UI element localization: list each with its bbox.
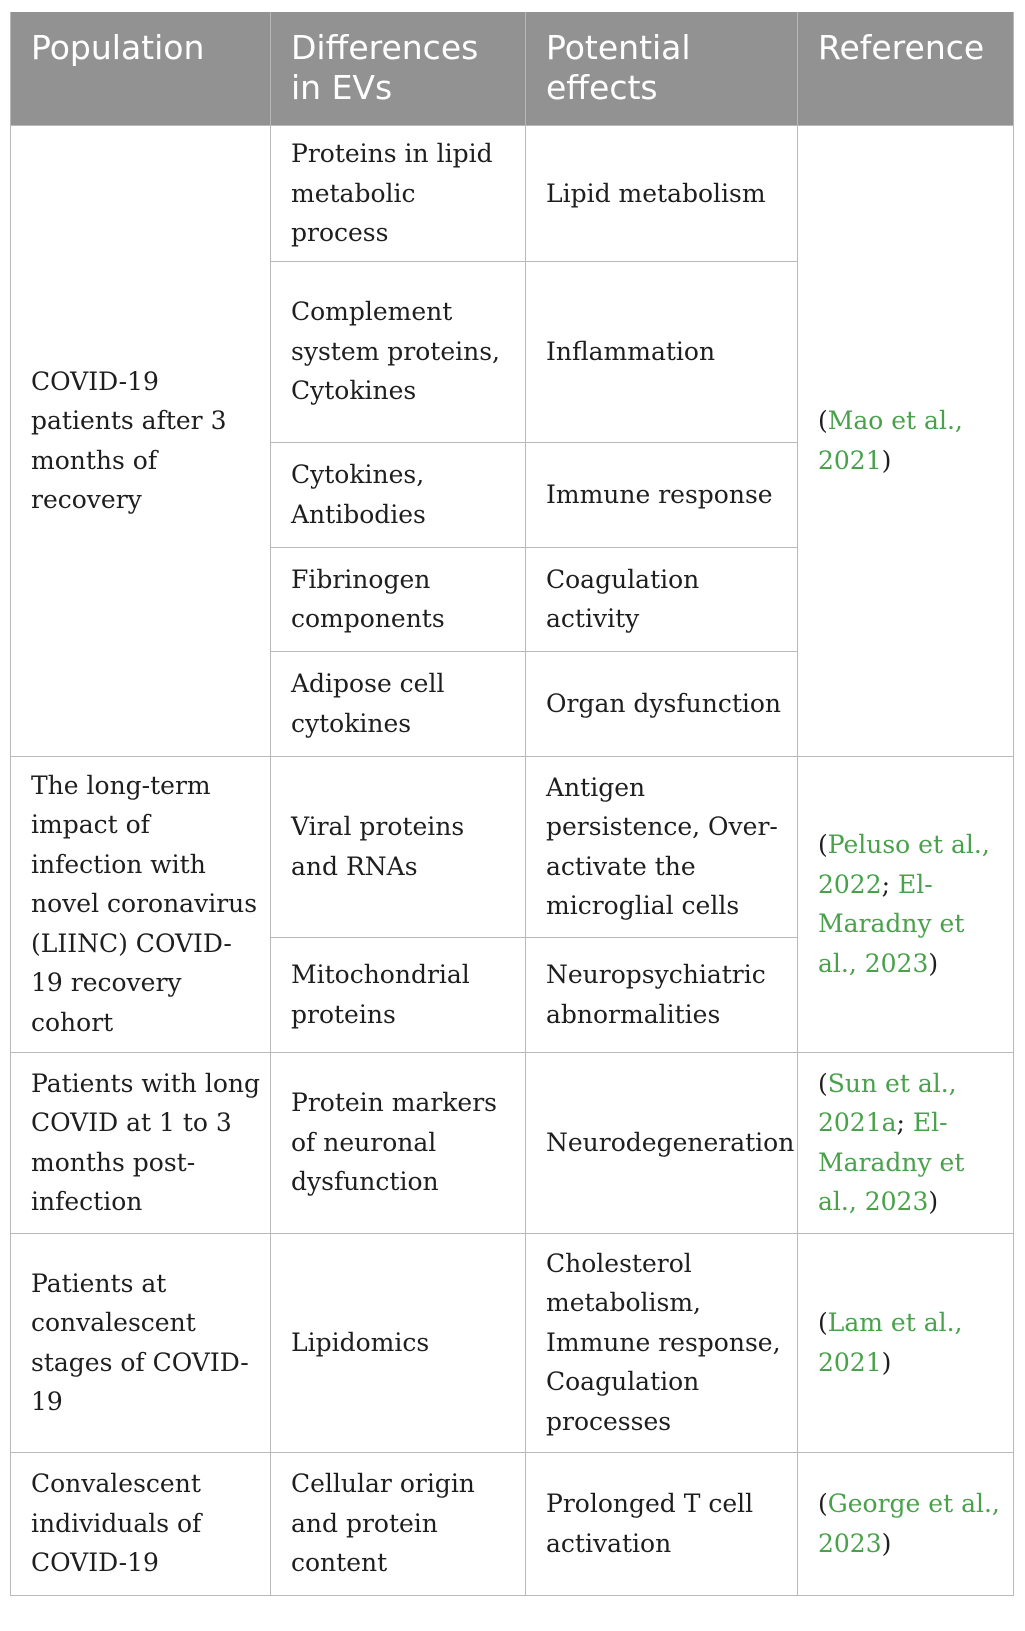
effect-cell: Lipid metabolism	[526, 126, 798, 262]
population-cell: Patients with long COVID at 1 to 3 months post-infection	[11, 1052, 271, 1233]
ref-close-paren: )	[881, 1528, 892, 1558]
reference-link[interactable]: El-Maradny et al., 2023	[818, 1108, 965, 1216]
reference-cell	[798, 756, 1014, 1052]
effect-cell: Antigen persistence, Over-activate the microglial cells	[526, 756, 798, 937]
reference-cell	[798, 126, 1014, 757]
ref-open-paren: (	[818, 1068, 828, 1098]
difference-cell: Lipidomics	[271, 1233, 526, 1452]
ref-close-paren: )	[928, 948, 939, 978]
effect-cell: Neurodegeneration	[526, 1052, 798, 1233]
ref-open-paren: (	[818, 1308, 828, 1337]
effect-cell: Inflammation	[526, 261, 798, 442]
header-row	[11, 12, 1014, 126]
reference-link[interactable]: Sun et al., 2021a	[818, 1068, 957, 1137]
effect-cell: Immune response	[526, 442, 798, 547]
effect-cell: Cholesterol metabolism, Immune response, Coagulation processes	[526, 1233, 798, 1452]
reference-link[interactable]: Lam et al., 2021	[818, 1308, 963, 1377]
ref-separator: ;	[881, 869, 898, 899]
ref-open-paren: (	[818, 406, 828, 436]
population-cell: The long-term impact of infection with novel coronavirus (LIINC) COVID-19 recovery cohort	[11, 756, 271, 1052]
difference-cell: Protein markers of neuronal dysfunction	[271, 1052, 526, 1233]
population-cell: COVID-19 patients after 3 months of recovery	[11, 126, 271, 757]
difference-cell: Adipose cell cytokines	[271, 651, 526, 756]
ref-close-paren: )	[928, 1187, 939, 1216]
difference-cell: Proteins in lipid metabolic process	[271, 126, 526, 262]
reference-cell	[798, 1452, 1014, 1595]
difference-cell: Cellular origin and protein content	[271, 1452, 526, 1595]
difference-cell: Complement system proteins, Cytokines	[271, 261, 526, 442]
table-row	[11, 126, 1014, 262]
reference-link[interactable]: Peluso et al., 2022	[818, 830, 990, 899]
ref-open-paren: (	[818, 830, 828, 859]
reference-link[interactable]: Mao et al., 2021	[818, 406, 963, 475]
reference-link[interactable]: El-Maradny et al., 2023	[818, 869, 965, 978]
reference-cell	[798, 1052, 1014, 1233]
header-differences: Differences in EVs	[271, 12, 526, 126]
ref-close-paren: )	[881, 445, 892, 475]
effect-cell: Organ dysfunction	[526, 651, 798, 756]
table-row	[11, 1233, 1014, 1452]
reference-cell	[798, 1233, 1014, 1452]
header-population: Population	[11, 12, 271, 126]
header-effects: Potential effects	[526, 12, 798, 126]
reference-link[interactable]: George et al., 2023	[818, 1489, 1000, 1558]
difference-cell: Fibrinogen components	[271, 547, 526, 651]
ref-separator: ;	[896, 1108, 913, 1137]
ev-differences-table	[10, 12, 1014, 1596]
population-cell: Patients at convalescent stages of COVID-19	[11, 1233, 271, 1452]
difference-cell: Viral proteins and RNAs	[271, 756, 526, 937]
effect-cell: Neuropsychiatric abnormalities	[526, 937, 798, 1052]
table-row	[11, 1452, 1014, 1595]
ref-close-paren: )	[881, 1347, 892, 1377]
ref-open-paren: (	[818, 1489, 828, 1518]
table-row	[11, 1052, 1014, 1233]
difference-cell: Mitochondrial proteins	[271, 937, 526, 1052]
effect-cell: Prolonged T cell activation	[526, 1452, 798, 1595]
difference-cell: Cytokines, Antibodies	[271, 442, 526, 547]
population-cell: Convalescent individuals of COVID-19	[11, 1452, 271, 1595]
header-reference: Reference	[798, 12, 1014, 126]
table-row	[11, 756, 1014, 937]
effect-cell: Coagulation activity	[526, 547, 798, 651]
